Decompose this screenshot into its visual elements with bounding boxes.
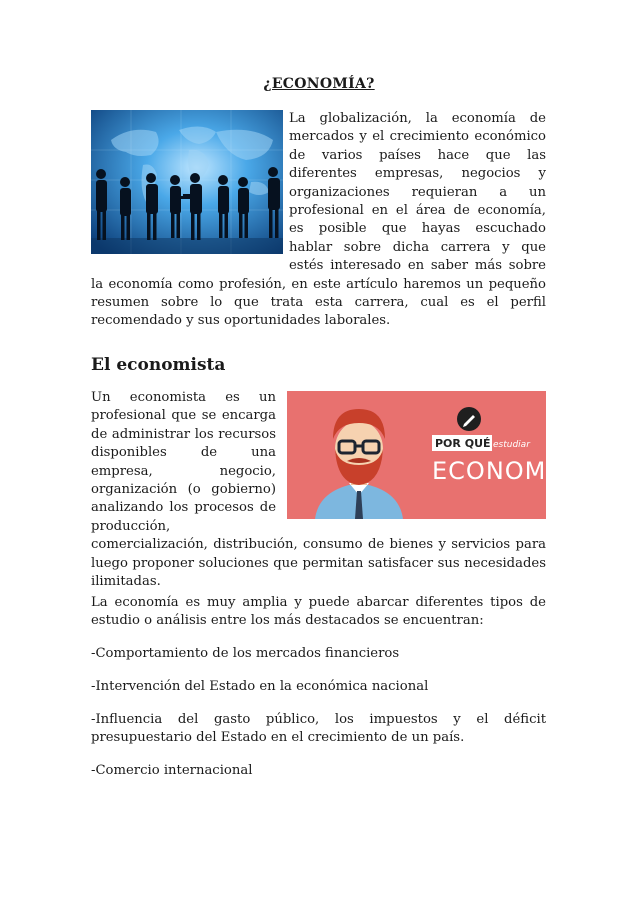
banner-script: estudiar bbox=[493, 440, 530, 450]
banner-line1: POR QUÉ bbox=[435, 437, 491, 450]
list-item: -Comportamiento de los mercados financieros bbox=[91, 646, 400, 661]
section-heading: El economista bbox=[91, 355, 226, 375]
banner-line2: ECONOMÍA bbox=[432, 457, 572, 485]
economist-paragraph: Un economista es un profesional que se encarga de administrar los recursos disponibles de una empresa, negocio, organización (o gobierno) analizando los procesos de producción, comercialización, distribución, consumo de bienes y servicios para luego proponer soluciones que permitan satisfacer sus necesidades ilimitadas. bbox=[91, 390, 546, 590]
page-title: ¿ECONOMÍA? bbox=[263, 76, 375, 92]
intro-paragraph-block bbox=[91, 110, 546, 331]
list-item: -Influencia del gasto público, los impuestos y el déficit presupuestario del Estado en el crecimiento de un país. bbox=[91, 712, 546, 746]
scope-paragraph: La economía es muy amplia y puede abarcar diferentes tipos de estudio o análisis entre los más destacados se encuentran: bbox=[91, 595, 546, 629]
list-item: -Intervención del Estado en la económica nacional bbox=[91, 679, 429, 694]
list-item: -Comercio internacional bbox=[91, 763, 253, 778]
economist-paragraph-block bbox=[91, 389, 546, 591]
intro-paragraph: La globalización, la economía de mercados y el crecimiento económico de varios países hace que las diferentes empresas, negocios y organizaciones requieran a un profesional en el área de economía, es posible que hayas escuchado hablar sobre dicha carrera y que estés interesado en saber más sobre la economía como profesión, en este artículo haremos un pequeño resumen sobre lo que trata esta carrera, cual es el perfil recomendado y sus oportunidades laborales. bbox=[91, 111, 546, 329]
